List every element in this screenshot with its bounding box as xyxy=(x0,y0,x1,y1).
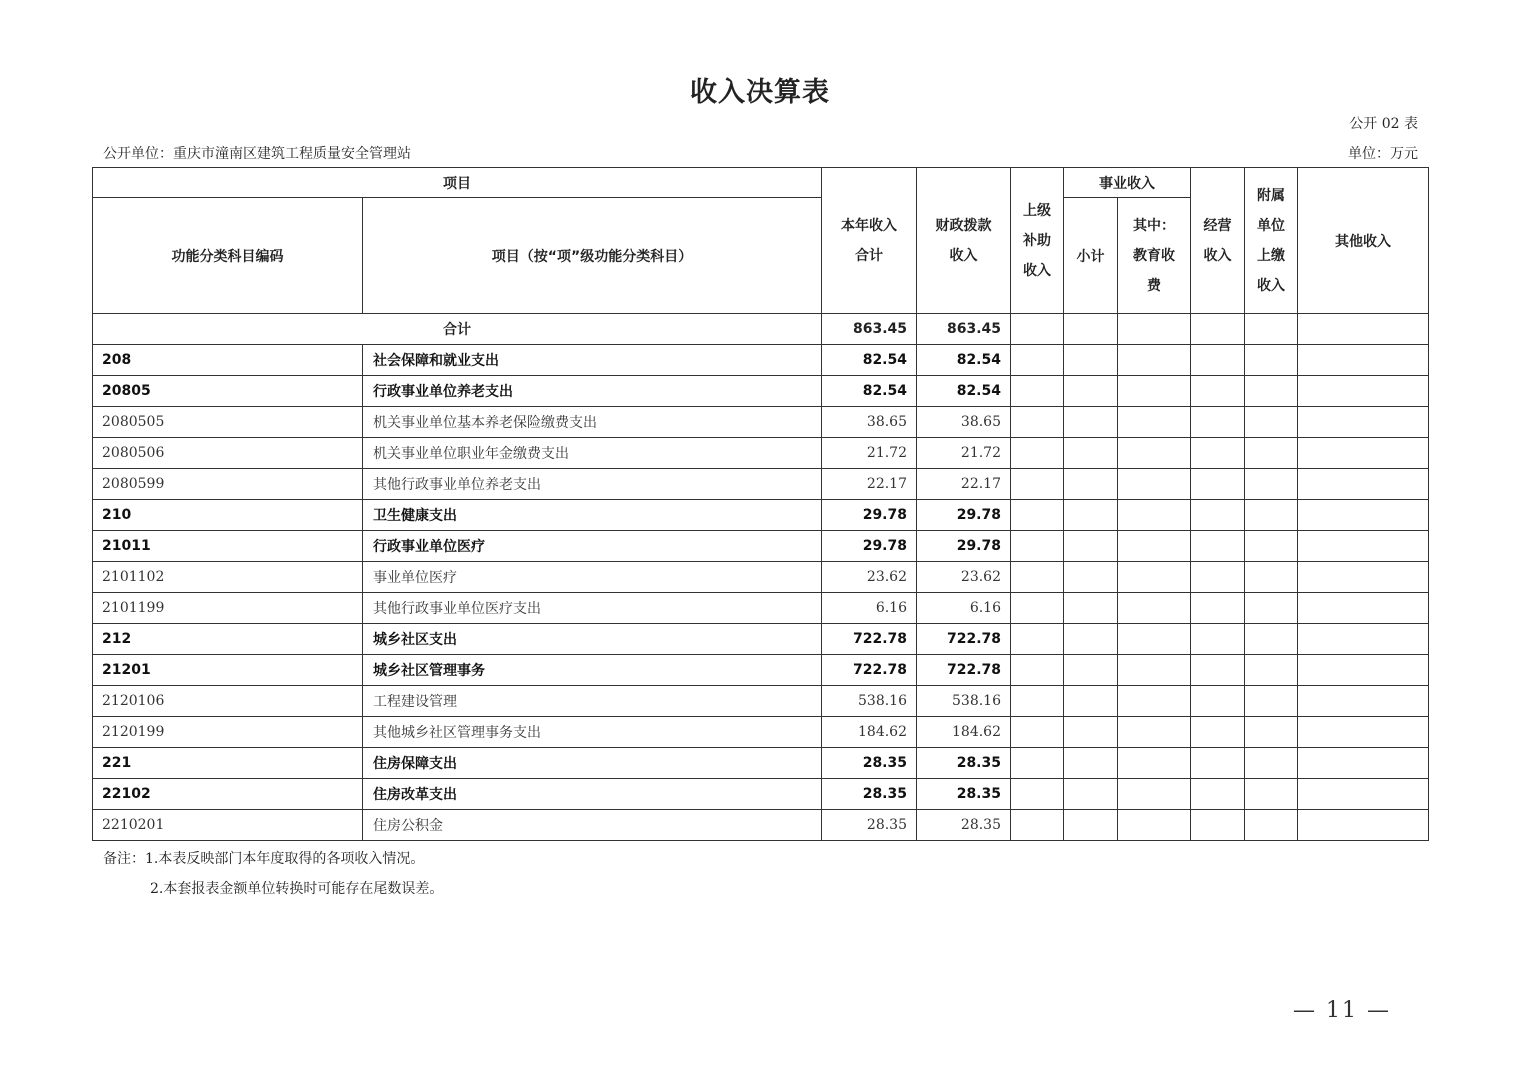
empty-cell xyxy=(1298,407,1429,438)
row-fiscal: 82.54 xyxy=(917,345,1011,376)
empty-cell xyxy=(1011,624,1064,655)
row-code: 2101199 xyxy=(93,593,363,624)
empty-cell xyxy=(1191,376,1245,407)
row-total-income: 28.35 xyxy=(822,748,917,779)
table-row xyxy=(93,500,1429,531)
header-operating-line2: 收入 xyxy=(1203,247,1232,264)
empty-cell xyxy=(1011,593,1064,624)
row-code: 212 xyxy=(93,624,363,655)
empty-cell xyxy=(1118,407,1191,438)
row-name: 住房保障支出 xyxy=(363,748,822,779)
table-row xyxy=(93,376,1429,407)
empty-cell xyxy=(1191,407,1245,438)
row-name: 行政事业单位医疗 xyxy=(363,531,822,562)
empty-cell xyxy=(1064,655,1118,686)
empty-cell xyxy=(1191,810,1245,841)
empty-cell xyxy=(1245,407,1298,438)
empty-cell xyxy=(1064,469,1118,500)
header-total-income xyxy=(822,168,917,314)
row-total-income: 82.54 xyxy=(822,345,917,376)
empty-cell xyxy=(1245,562,1298,593)
empty-cell xyxy=(1245,717,1298,748)
row-name: 其他行政事业单位医疗支出 xyxy=(363,593,822,624)
note-1: 备注：1.本表反映部门本年度取得的各项收入情况。 xyxy=(103,851,425,867)
row-code: 21011 xyxy=(93,531,363,562)
empty-cell xyxy=(1011,345,1064,376)
empty-cell xyxy=(1191,314,1245,345)
page-title: 收入决算表 xyxy=(690,77,830,108)
row-name: 工程建设管理 xyxy=(363,686,822,717)
header-item: 项目（按“项”级功能分类科目） xyxy=(363,198,822,314)
empty-cell xyxy=(1191,345,1245,376)
empty-cell xyxy=(1064,810,1118,841)
row-code: 2120106 xyxy=(93,686,363,717)
row-fiscal: 82.54 xyxy=(917,376,1011,407)
empty-cell xyxy=(1298,376,1429,407)
row-fiscal: 29.78 xyxy=(917,531,1011,562)
empty-cell xyxy=(1118,314,1191,345)
empty-cell xyxy=(1011,779,1064,810)
empty-cell xyxy=(1245,686,1298,717)
total-fiscal-value: 863.45 xyxy=(917,314,1011,345)
row-fiscal: 28.35 xyxy=(917,810,1011,841)
empty-cell xyxy=(1245,345,1298,376)
empty-cell xyxy=(1118,531,1191,562)
empty-cell xyxy=(1245,438,1298,469)
row-name: 城乡社区支出 xyxy=(363,624,822,655)
row-name: 住房公积金 xyxy=(363,810,822,841)
empty-cell xyxy=(1118,686,1191,717)
header-superior-line3: 收入 xyxy=(1023,262,1051,279)
header-total-income-line2: 合计 xyxy=(855,247,883,264)
empty-cell xyxy=(1011,376,1064,407)
empty-cell xyxy=(1118,779,1191,810)
row-fiscal: 6.16 xyxy=(917,593,1011,624)
row-total-income: 722.78 xyxy=(822,624,917,655)
row-fiscal: 28.35 xyxy=(917,779,1011,810)
row-name: 其他城乡社区管理事务支出 xyxy=(363,717,822,748)
row-code: 20805 xyxy=(93,376,363,407)
empty-cell xyxy=(1191,593,1245,624)
row-code: 210 xyxy=(93,500,363,531)
header-fiscal-line2: 收入 xyxy=(949,247,978,264)
row-total-income: 722.78 xyxy=(822,655,917,686)
empty-cell xyxy=(1298,624,1429,655)
empty-cell xyxy=(1064,686,1118,717)
empty-cell xyxy=(1298,562,1429,593)
empty-cell xyxy=(1064,748,1118,779)
empty-cell xyxy=(1118,655,1191,686)
empty-cell xyxy=(1245,593,1298,624)
empty-cell xyxy=(1064,717,1118,748)
row-total-income: 28.35 xyxy=(822,779,917,810)
row-name: 行政事业单位养老支出 xyxy=(363,376,822,407)
table-row xyxy=(93,562,1429,593)
empty-cell xyxy=(1191,624,1245,655)
empty-cell xyxy=(1011,717,1064,748)
empty-cell xyxy=(1064,779,1118,810)
header-fiscal-line1: 财政拨款 xyxy=(935,217,992,234)
empty-cell xyxy=(1191,686,1245,717)
empty-cell xyxy=(1011,407,1064,438)
empty-cell xyxy=(1298,748,1429,779)
empty-cell xyxy=(1011,686,1064,717)
header-superior xyxy=(1011,168,1064,314)
empty-cell xyxy=(1298,469,1429,500)
empty-cell xyxy=(1245,810,1298,841)
empty-cell xyxy=(1298,314,1429,345)
empty-cell xyxy=(1011,748,1064,779)
row-fiscal: 22.17 xyxy=(917,469,1011,500)
table-row xyxy=(93,717,1429,748)
empty-cell xyxy=(1064,376,1118,407)
table-row xyxy=(93,345,1429,376)
row-name: 机关事业单位基本养老保险缴费支出 xyxy=(363,407,822,438)
row-total-income: 29.78 xyxy=(822,500,917,531)
row-total-income: 22.17 xyxy=(822,469,917,500)
header-affiliated-line3: 上缴 xyxy=(1257,247,1285,264)
row-fiscal: 722.78 xyxy=(917,655,1011,686)
empty-cell xyxy=(1245,376,1298,407)
table-row xyxy=(93,810,1429,841)
empty-cell xyxy=(1064,407,1118,438)
empty-cell xyxy=(1191,717,1245,748)
empty-cell xyxy=(1011,655,1064,686)
amount-unit: 单位：万元 xyxy=(1348,146,1418,162)
row-total-income: 28.35 xyxy=(822,810,917,841)
empty-cell xyxy=(1191,438,1245,469)
empty-cell xyxy=(1064,314,1118,345)
row-fiscal: 722.78 xyxy=(917,624,1011,655)
empty-cell xyxy=(1118,748,1191,779)
income-table xyxy=(92,167,1429,841)
header-total-income-line1: 本年收入 xyxy=(841,217,897,234)
empty-cell xyxy=(1118,345,1191,376)
row-fiscal: 29.78 xyxy=(917,500,1011,531)
row-code: 221 xyxy=(93,748,363,779)
row-total-income: 38.65 xyxy=(822,407,917,438)
header-operating xyxy=(1191,168,1245,314)
row-name: 卫生健康支出 xyxy=(363,500,822,531)
row-fiscal: 538.16 xyxy=(917,686,1011,717)
header-affiliated-line1: 附属 xyxy=(1257,187,1285,204)
empty-cell xyxy=(1064,438,1118,469)
empty-cell xyxy=(1191,779,1245,810)
header-education-line2: 教育收 xyxy=(1133,247,1175,264)
empty-cell xyxy=(1298,345,1429,376)
header-affiliated-line2: 单位 xyxy=(1257,217,1285,234)
note-2: 2.本套报表金额单位转换时可能存在尾数误差。 xyxy=(150,881,444,897)
empty-cell xyxy=(1245,314,1298,345)
header-education-line3: 费 xyxy=(1147,277,1161,294)
empty-cell xyxy=(1011,469,1064,500)
row-total-income: 82.54 xyxy=(822,376,917,407)
empty-cell xyxy=(1011,438,1064,469)
row-fiscal: 38.65 xyxy=(917,407,1011,438)
header-other: 其他收入 xyxy=(1298,168,1429,314)
header-project: 项目 xyxy=(93,168,822,198)
row-fiscal: 184.62 xyxy=(917,717,1011,748)
header-superior-line2: 补助 xyxy=(1023,232,1051,249)
page-number: — 11 — xyxy=(1293,998,1391,1023)
table-row xyxy=(93,779,1429,810)
empty-cell xyxy=(1245,748,1298,779)
empty-cell xyxy=(1245,779,1298,810)
empty-cell xyxy=(1191,531,1245,562)
header-education-line1: 其中： xyxy=(1133,217,1175,234)
empty-cell xyxy=(1064,593,1118,624)
empty-cell xyxy=(1118,810,1191,841)
header-business: 事业收入 xyxy=(1064,168,1191,198)
row-code: 2101102 xyxy=(93,562,363,593)
empty-cell xyxy=(1118,469,1191,500)
row-name: 机关事业单位职业年金缴费支出 xyxy=(363,438,822,469)
row-name: 事业单位医疗 xyxy=(363,562,822,593)
row-total-income: 538.16 xyxy=(822,686,917,717)
empty-cell xyxy=(1011,562,1064,593)
row-name: 其他行政事业单位养老支出 xyxy=(363,469,822,500)
empty-cell xyxy=(1298,655,1429,686)
row-code: 22102 xyxy=(93,779,363,810)
empty-cell xyxy=(1011,314,1064,345)
header-code: 功能分类科目编码 xyxy=(93,198,363,314)
row-code: 21201 xyxy=(93,655,363,686)
header-superior-line1: 上级 xyxy=(1023,202,1051,219)
row-total-income: 23.62 xyxy=(822,562,917,593)
empty-cell xyxy=(1298,531,1429,562)
empty-cell xyxy=(1245,500,1298,531)
empty-cell xyxy=(1245,531,1298,562)
empty-cell xyxy=(1298,438,1429,469)
row-total-income: 29.78 xyxy=(822,531,917,562)
row-name: 社会保障和就业支出 xyxy=(363,345,822,376)
empty-cell xyxy=(1118,593,1191,624)
empty-cell xyxy=(1191,748,1245,779)
header-affiliated-line4: 收入 xyxy=(1257,277,1285,294)
empty-cell xyxy=(1191,562,1245,593)
empty-cell xyxy=(1118,500,1191,531)
table-row xyxy=(93,686,1429,717)
row-total-income: 21.72 xyxy=(822,438,917,469)
total-row xyxy=(93,314,1429,345)
header-affiliated xyxy=(1245,168,1298,314)
empty-cell xyxy=(1118,562,1191,593)
empty-cell xyxy=(1011,810,1064,841)
row-name: 城乡社区管理事务 xyxy=(363,655,822,686)
empty-cell xyxy=(1118,438,1191,469)
empty-cell xyxy=(1064,345,1118,376)
empty-cell xyxy=(1064,500,1118,531)
row-code: 2210201 xyxy=(93,810,363,841)
empty-cell xyxy=(1064,562,1118,593)
empty-cell xyxy=(1118,717,1191,748)
header-fiscal xyxy=(917,168,1011,314)
row-code: 2080599 xyxy=(93,469,363,500)
empty-cell xyxy=(1118,624,1191,655)
row-name: 住房改革支出 xyxy=(363,779,822,810)
empty-cell xyxy=(1298,810,1429,841)
header-row-1 xyxy=(93,168,1429,198)
table-row xyxy=(93,407,1429,438)
empty-cell xyxy=(1298,593,1429,624)
table-row xyxy=(93,748,1429,779)
empty-cell xyxy=(1064,531,1118,562)
empty-cell xyxy=(1298,686,1429,717)
row-code: 2080506 xyxy=(93,438,363,469)
table-row xyxy=(93,438,1429,469)
form-number: 公开 02 表 xyxy=(1349,116,1418,132)
table-row xyxy=(93,531,1429,562)
empty-cell xyxy=(1191,655,1245,686)
table-row xyxy=(93,655,1429,686)
row-fiscal: 28.35 xyxy=(917,748,1011,779)
header-subtotal: 小计 xyxy=(1064,198,1118,314)
row-code: 2080505 xyxy=(93,407,363,438)
total-income-value: 863.45 xyxy=(822,314,917,345)
row-fiscal: 21.72 xyxy=(917,438,1011,469)
row-code: 2120199 xyxy=(93,717,363,748)
row-total-income: 184.62 xyxy=(822,717,917,748)
total-label: 合计 xyxy=(93,314,822,345)
empty-cell xyxy=(1245,469,1298,500)
row-total-income: 6.16 xyxy=(822,593,917,624)
empty-cell xyxy=(1191,500,1245,531)
empty-cell xyxy=(1064,624,1118,655)
header-education xyxy=(1118,198,1191,314)
reporting-unit: 公开单位：重庆市潼南区建筑工程质量安全管理站 xyxy=(103,146,411,162)
empty-cell xyxy=(1191,469,1245,500)
empty-cell xyxy=(1245,624,1298,655)
table-row xyxy=(93,469,1429,500)
table-row xyxy=(93,624,1429,655)
empty-cell xyxy=(1298,500,1429,531)
empty-cell xyxy=(1011,500,1064,531)
table-row xyxy=(93,593,1429,624)
empty-cell xyxy=(1245,655,1298,686)
empty-cell xyxy=(1118,376,1191,407)
header-operating-line1: 经营 xyxy=(1203,217,1232,234)
empty-cell xyxy=(1298,717,1429,748)
empty-cell xyxy=(1298,779,1429,810)
row-code: 208 xyxy=(93,345,363,376)
empty-cell xyxy=(1011,531,1064,562)
row-fiscal: 23.62 xyxy=(917,562,1011,593)
